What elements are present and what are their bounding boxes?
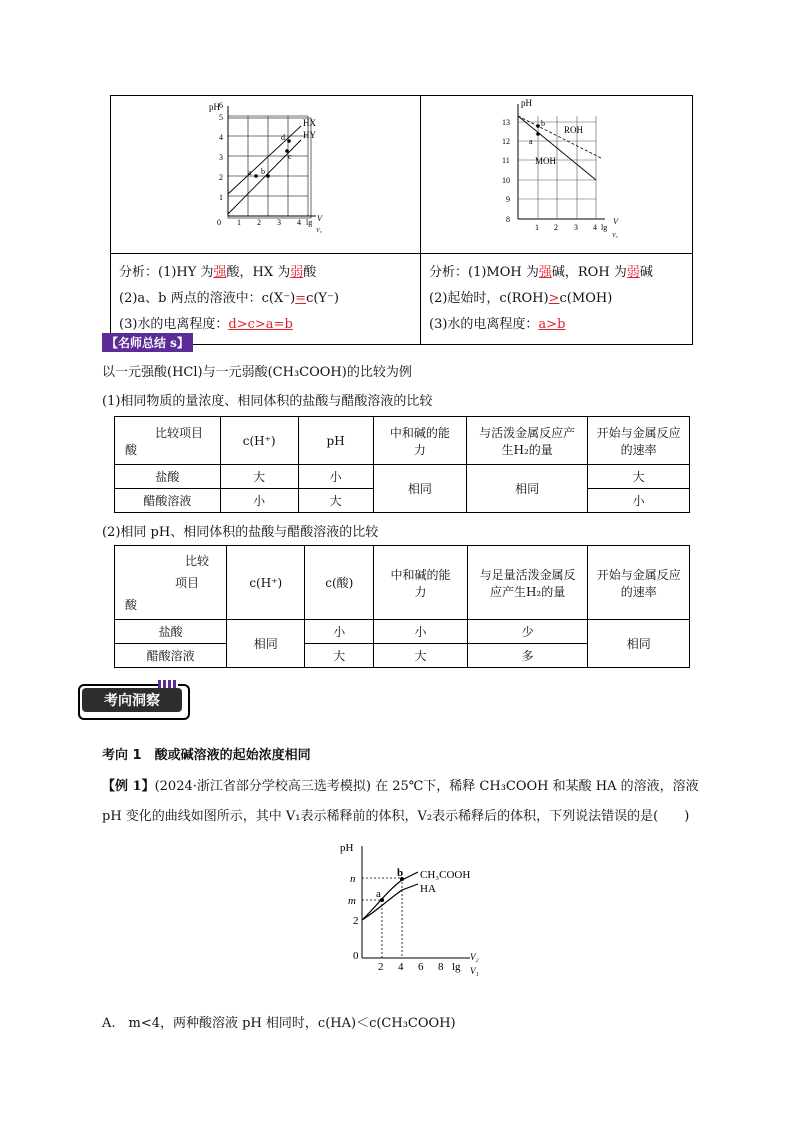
svg-text:9: 9 bbox=[506, 195, 510, 204]
svg-text:c: c bbox=[288, 152, 292, 161]
svg-text:0: 0 bbox=[353, 950, 359, 962]
ytick: 6 bbox=[219, 101, 223, 110]
table1-row-name: 盐酸 bbox=[115, 465, 221, 489]
table1-cell: 小 bbox=[298, 465, 373, 489]
svg-text:8: 8 bbox=[438, 961, 444, 973]
section2-title: (2)相同 pH、相同体积的盐酸与醋酸溶液的比较 bbox=[102, 525, 379, 540]
comparison-table-2 bbox=[114, 545, 690, 668]
xtick: 4 bbox=[297, 218, 301, 227]
table1-corner: 比较项目 酸 bbox=[115, 417, 221, 465]
left-chart-cell bbox=[111, 96, 421, 254]
direction1-heading: 考向 1 酸或碱溶液的起始浓度相同 bbox=[102, 748, 311, 763]
hx-label: HX bbox=[303, 118, 316, 128]
option-a[interactable]: A. m<4，两种酸溶液 pH 相同时，c(HA)＜c(CH₃COOH) bbox=[102, 1016, 456, 1031]
table1-header: 开始与金属反应的速率 bbox=[588, 417, 690, 465]
ytick: 3 bbox=[219, 153, 223, 162]
example-ph-chart bbox=[330, 838, 490, 978]
example-text: (2024·浙江省部分学校高三选考模拟) 在 25℃下，稀释 CH₃COOH 和某酸 HA 的溶液，溶液 pH 变化的曲线如图所示，其中 V₁表示稀释前的体积，V₂表示稀释后的体积，下列说法错误的是( ) bbox=[102, 779, 699, 824]
svg-text:b: b bbox=[541, 119, 545, 128]
svg-text:4: 4 bbox=[398, 961, 404, 973]
svg-text:11: 11 bbox=[502, 156, 510, 165]
svg-text:2: 2 bbox=[353, 915, 359, 927]
svg-text:1: 1 bbox=[535, 223, 539, 232]
svg-text:V₀: V₀ bbox=[316, 228, 322, 234]
svg-text:b: b bbox=[261, 167, 265, 176]
table1-header: pH bbox=[298, 417, 373, 465]
xtick: 3 bbox=[277, 218, 281, 227]
svg-text:MOH: MOH bbox=[535, 156, 557, 166]
svg-text:V₁: V₁ bbox=[470, 966, 479, 976]
svg-text:V: V bbox=[317, 214, 322, 223]
svg-text:m: m bbox=[348, 895, 356, 907]
banner-title: 考向洞察 bbox=[104, 693, 160, 709]
table2-header: 与足量活泼金属反应产生H₂的量 bbox=[467, 546, 588, 620]
svg-text:2: 2 bbox=[554, 223, 558, 232]
hy-label: HY bbox=[303, 130, 316, 140]
table2-cell: 多 bbox=[467, 644, 588, 668]
svg-text:a: a bbox=[376, 888, 381, 900]
table1-cell: 大 bbox=[588, 465, 690, 489]
svg-text:2: 2 bbox=[378, 961, 384, 973]
svg-text:ROH: ROH bbox=[564, 125, 584, 135]
table2-merged-cell: 相同 bbox=[588, 620, 690, 668]
comparison-table-1 bbox=[114, 416, 690, 513]
ch3cooh-curve bbox=[362, 872, 418, 920]
left-y-label: pH bbox=[209, 102, 220, 112]
table2-cell: 小 bbox=[374, 620, 467, 644]
left-analysis-text: 分析：(1)HY 为强酸，HX 为弱酸 (2)a、b 两点的溶液中：c(X⁻)=c(Y⁻) (3)水的电离程度：d>c>a=b bbox=[111, 254, 421, 345]
table1-merged-cell: 相同 bbox=[467, 465, 588, 513]
svg-text:8: 8 bbox=[506, 215, 510, 224]
right-analysis-text: 分析：(1)MOH 为强碱，ROH 为弱碱 (2)起始时，c(ROH)>c(MOH) (3)水的电离程度：a>b bbox=[421, 254, 693, 345]
svg-text:12: 12 bbox=[502, 137, 510, 146]
table1-cell: 小 bbox=[220, 489, 298, 513]
xtick: 2 bbox=[257, 218, 261, 227]
svg-text:n: n bbox=[350, 873, 356, 885]
table1-cell: 大 bbox=[298, 489, 373, 513]
xtick: 1 bbox=[237, 218, 241, 227]
svg-text:13: 13 bbox=[502, 118, 510, 127]
table2-row-name: 盐酸 bbox=[115, 620, 227, 644]
svg-text:a: a bbox=[248, 168, 252, 177]
table1-header: 中和碱的能力 bbox=[373, 417, 467, 465]
top-analysis-table bbox=[110, 95, 693, 345]
table2-cell: 小 bbox=[305, 620, 374, 644]
ytick: 2 bbox=[219, 173, 223, 182]
table1-cell: 大 bbox=[220, 465, 298, 489]
svg-text:lg: lg bbox=[306, 218, 313, 227]
table1-cell: 小 bbox=[588, 489, 690, 513]
svg-text:CH₃COOH: CH₃COOH bbox=[420, 869, 471, 881]
ha-curve bbox=[362, 884, 418, 920]
table1-merged-cell: 相同 bbox=[373, 465, 467, 513]
ytick: 1 bbox=[219, 193, 223, 202]
svg-text:4: 4 bbox=[593, 223, 597, 232]
table2-cell: 少 bbox=[467, 620, 588, 644]
table2-header: 开始与金属反应的速率 bbox=[588, 546, 690, 620]
svg-text:V₀: V₀ bbox=[612, 233, 618, 239]
summary-intro: 以一元强酸(HCl)与一元弱酸(CH₃COOH)的比较为例 bbox=[102, 365, 412, 380]
section1-title: (1)相同物质的量浓度、相同体积的盐酸与醋酸溶液的比较 bbox=[102, 394, 433, 409]
section-banner bbox=[78, 680, 188, 718]
example-label: 【例 1】 bbox=[102, 779, 155, 794]
table2-row-name: 醋酸溶液 bbox=[115, 644, 227, 668]
table2-header: 中和碱的能力 bbox=[374, 546, 467, 620]
svg-text:V: V bbox=[613, 217, 618, 226]
summary-badge: 【名师总结 s】 bbox=[102, 333, 193, 352]
table2-corner: 比较 项目 酸 bbox=[115, 546, 227, 620]
table2-cell: 大 bbox=[374, 644, 467, 668]
table2-header: c(酸) bbox=[305, 546, 374, 620]
ytick: 4 bbox=[219, 133, 223, 142]
table2-cell: 大 bbox=[305, 644, 374, 668]
svg-text:6: 6 bbox=[418, 961, 424, 973]
svg-text:V₂: V₂ bbox=[470, 952, 479, 962]
svg-text:a: a bbox=[529, 137, 533, 146]
svg-text:3: 3 bbox=[574, 223, 578, 232]
table2-merged-cell: 相同 bbox=[227, 620, 305, 668]
svg-text:HA: HA bbox=[420, 883, 436, 895]
right-ph-chart bbox=[421, 96, 692, 249]
ytick: 5 bbox=[219, 113, 223, 122]
svg-text:lg: lg bbox=[601, 223, 608, 232]
xtick: 0 bbox=[217, 218, 221, 227]
svg-text:d: d bbox=[281, 133, 285, 142]
svg-text:b: b bbox=[397, 867, 404, 879]
table1-header: c(H⁺) bbox=[220, 417, 298, 465]
example-paragraph bbox=[102, 772, 702, 832]
table1-header: 与活泼金属反应产生H₂的量 bbox=[467, 417, 588, 465]
svg-text:lg: lg bbox=[452, 961, 461, 973]
svg-text:10: 10 bbox=[502, 176, 510, 185]
table2-header: c(H⁺) bbox=[227, 546, 305, 620]
right-chart-cell bbox=[421, 96, 693, 254]
svg-text:pH: pH bbox=[521, 98, 532, 108]
left-ph-chart bbox=[111, 96, 420, 249]
table1-row-name: 醋酸溶液 bbox=[115, 489, 221, 513]
svg-text:pH: pH bbox=[340, 842, 354, 854]
